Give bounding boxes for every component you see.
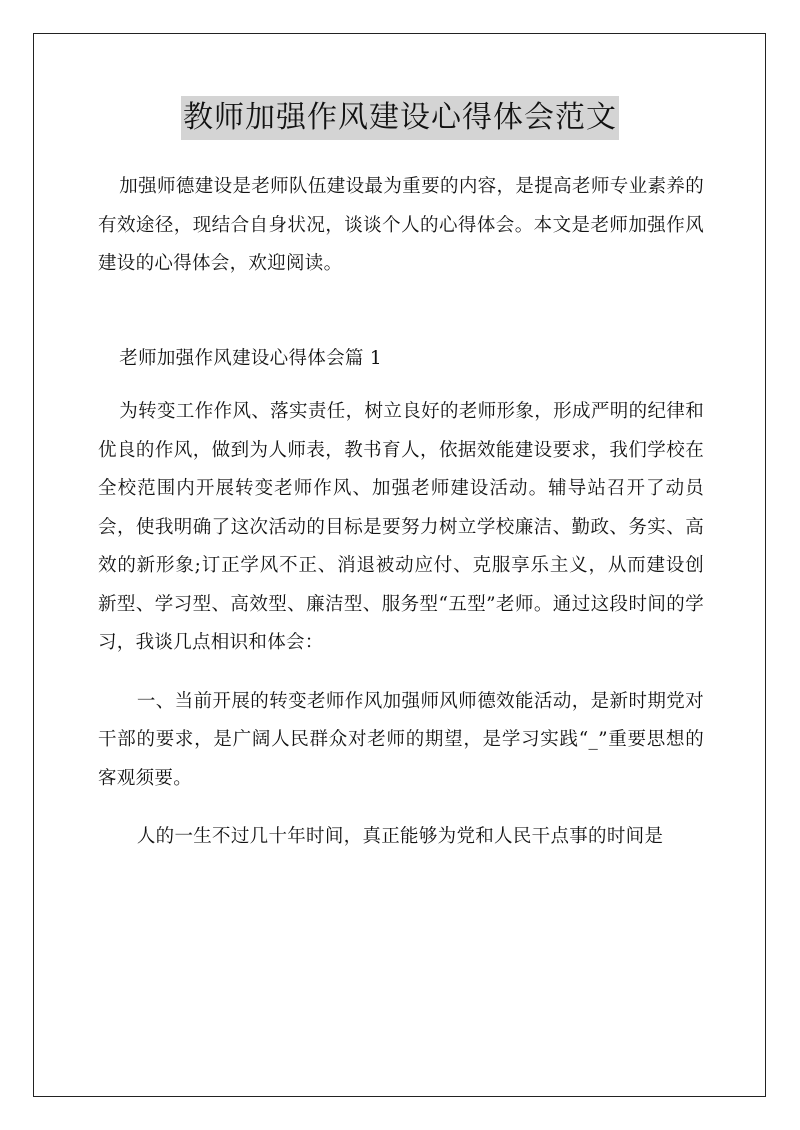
body-paragraph-1: 为转变工作作风、落实责任，树立良好的老师形象，形成严明的纪律和优良的作风，做到为人师表，教书育人，依据效能建设要求，我们学校在全校范围内开展转变老师作风、加强老师建设活动。辅导站召开了动员会，使我明确了这次活动的目标是要努力树立学校廉洁、勤政、务实、高效的新形象;订正学风不正、消退被动应付、克服享乐主义，从而建设创新型、学习型、高效型、廉洁型、服务型“五型”老师。通过这段时间的学习，我谈几点相识和体会： xyxy=(98,401,704,653)
document-body xyxy=(98,168,704,857)
body-paragraph-3: 人的一生不过几十年时间，真正能够为党和人民干点事的时间是 xyxy=(136,826,664,847)
body-paragraph-2: 一、当前开展的转变老师作风加强师风师德效能活动，是新时期党对干部的要求，是广阔人民群众对老师的期望，是学习实践“_”重要思想的客观须要。 xyxy=(98,690,704,789)
section-heading: 老师加强作风建设心得体会篇 1 xyxy=(119,347,382,369)
intro-paragraph: 加强师德建设是老师队伍建设最为重要的内容，是提高老师专业素养的有效途径，现结合自身状况，谈谈个人的心得体会。本文是老师加强作风建设的心得体会，欢迎阅读。 xyxy=(98,176,704,274)
document-title: 教师加强作风建设心得体会范文 xyxy=(181,96,619,140)
title-wrap xyxy=(0,96,800,140)
